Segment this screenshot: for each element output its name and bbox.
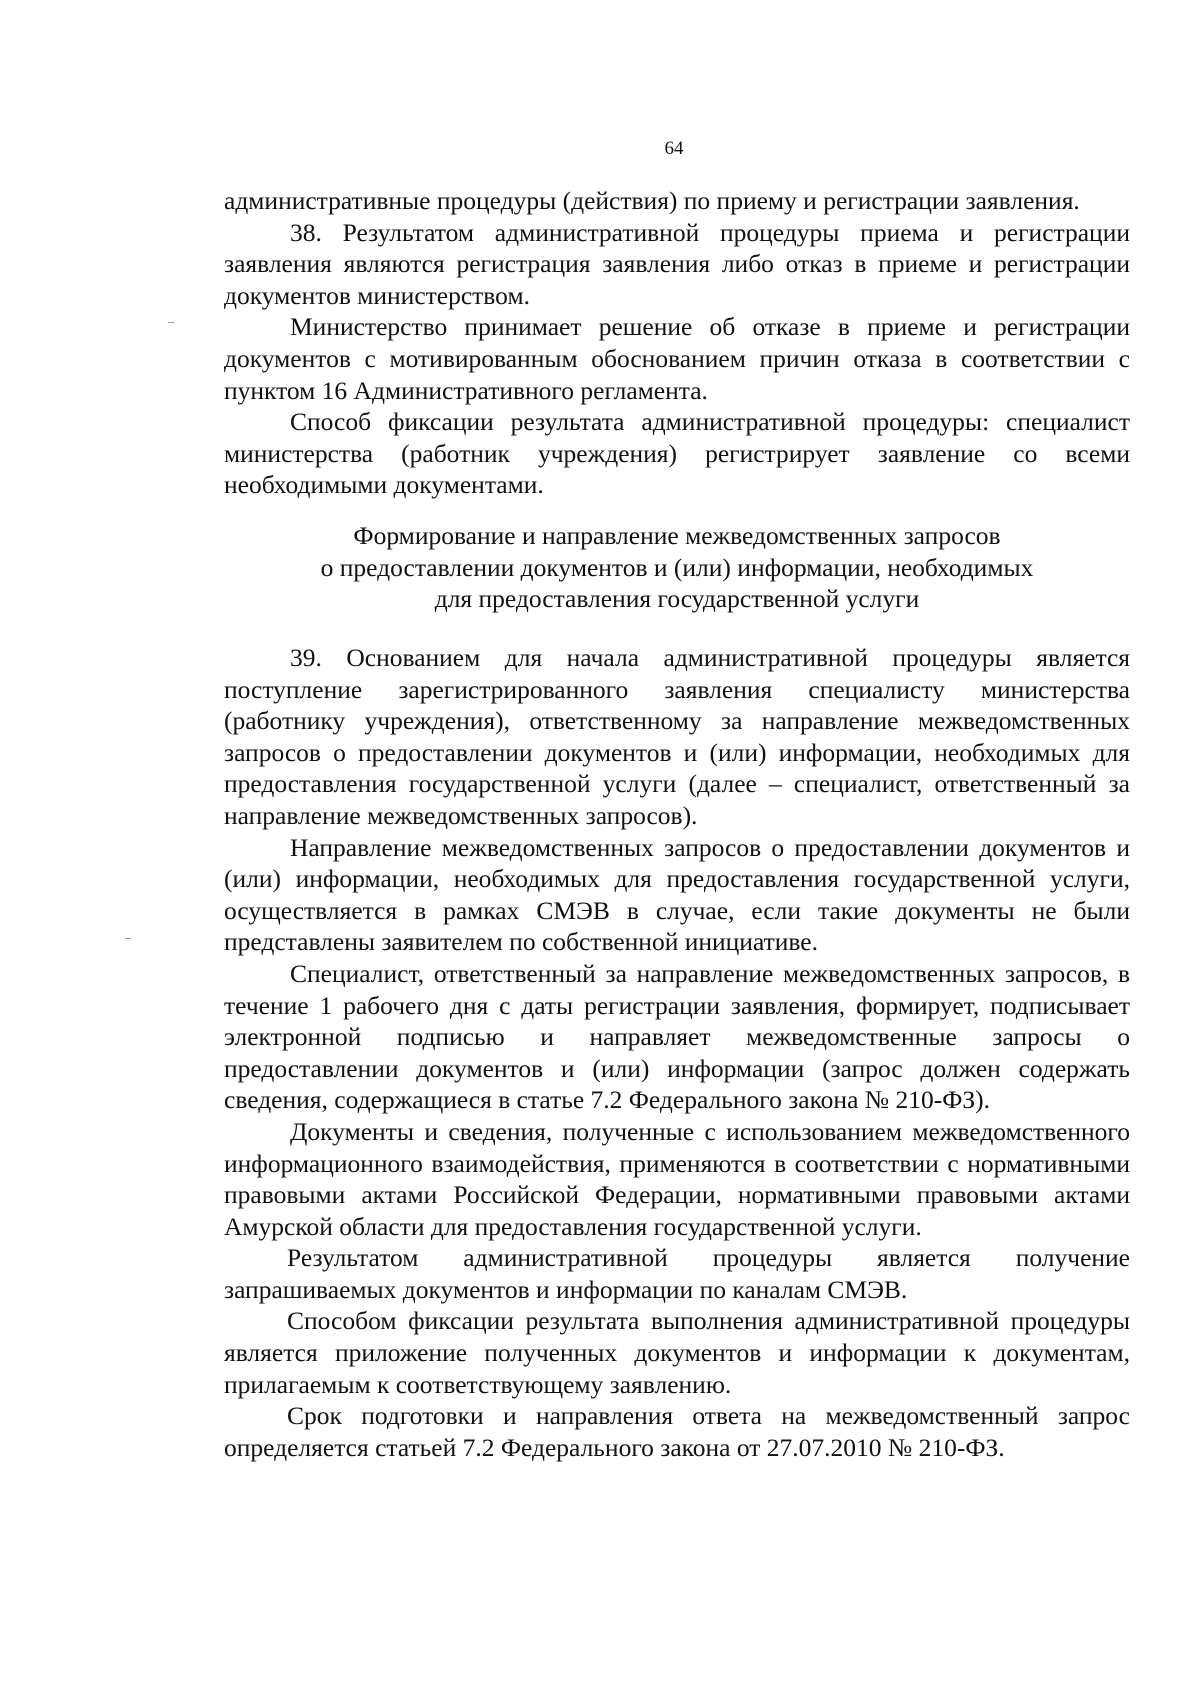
scan-speck bbox=[125, 938, 131, 939]
page-number: 64 bbox=[664, 138, 684, 159]
paragraph-item-39: 39. Основанием для начала административной процедуры является поступление зарегистрированного заявления специалисту министерства (работнику учреждения), ответственному за направление межведомственных запросов о предоставлении документов и (или) информации, необходимых для предоставления государственной услуги (далее – специалист, ответственный за направление межведомственных запросов). bbox=[224, 643, 1130, 830]
paragraph: Направление межведомственных запросов о предоставлении документов и (или) информации, необходимых для предоставления государственной услуги, осуществляется в рамках СМЭВ в случае, если такие документы не были представлены заявителем по собственной инициативе. bbox=[224, 832, 1130, 957]
scan-speck bbox=[168, 322, 174, 323]
text-section-bottom bbox=[224, 642, 1130, 1463]
section-heading bbox=[224, 520, 1130, 615]
heading-line: о предоставлении документов и (или) информации, необходимых bbox=[320, 552, 1034, 582]
text-section-top bbox=[224, 185, 1130, 501]
paragraph-item-38: 38. Результатом административной процедуры приема и регистрации заявления являются регистрация заявления либо отказ в приеме и регистрации документов министерством. bbox=[224, 217, 1130, 310]
paragraph: Срок подготовки и направления ответа на межведомственный запрос определяется статьей 7.2 Федерального закона от 27.07.2010 № 210-ФЗ. bbox=[224, 1401, 1130, 1462]
paragraph: административные процедуры (действия) по приему и регистрации заявления. bbox=[224, 186, 1080, 215]
paragraph: Результатом административной процедуры является получение запрашиваемых документов и информации по каналам СМЭВ. bbox=[224, 1243, 1130, 1304]
heading-line: Формирование и направление межведомственных запросов bbox=[353, 521, 1001, 550]
heading-line: для предоставления государственной услуги bbox=[434, 584, 920, 614]
paragraph: Специалист, ответственный за направление межведомственных запросов, в течение 1 рабочего дня с даты регистрации заявления, формирует, подписывает электронной подписью и направляет межведомственные запросы о предоставлении документов и (или) информации (запрос должен содержать сведения, содержащиеся в статье 7.2 Федерального закона № 210-ФЗ). bbox=[224, 958, 1130, 1115]
paragraph: Документы и сведения, полученные с использованием межведомственного информационного взаимодействия, применяются в соответствии с нормативными правовыми актами Российской Федерации, нормативными правовыми актами Амурской области для предоставления государственной услуги. bbox=[224, 1116, 1130, 1241]
paragraph: Министерство принимает решение об отказе в приеме и регистрации документов с мотивированным обоснованием причин отказа в соответствии с пунктом 16 Административного регламента. bbox=[224, 312, 1130, 405]
paragraph: Способом фиксации результата выполнения административной процедуры является приложение полученных документов и информации к документам, прилагаемым к соответствующему заявлению. bbox=[224, 1306, 1130, 1399]
paragraph: Способ фиксации результата административной процедуры: специалист министерства (работник учреждения) регистрирует заявление со всеми необходимыми документами. bbox=[224, 407, 1130, 500]
